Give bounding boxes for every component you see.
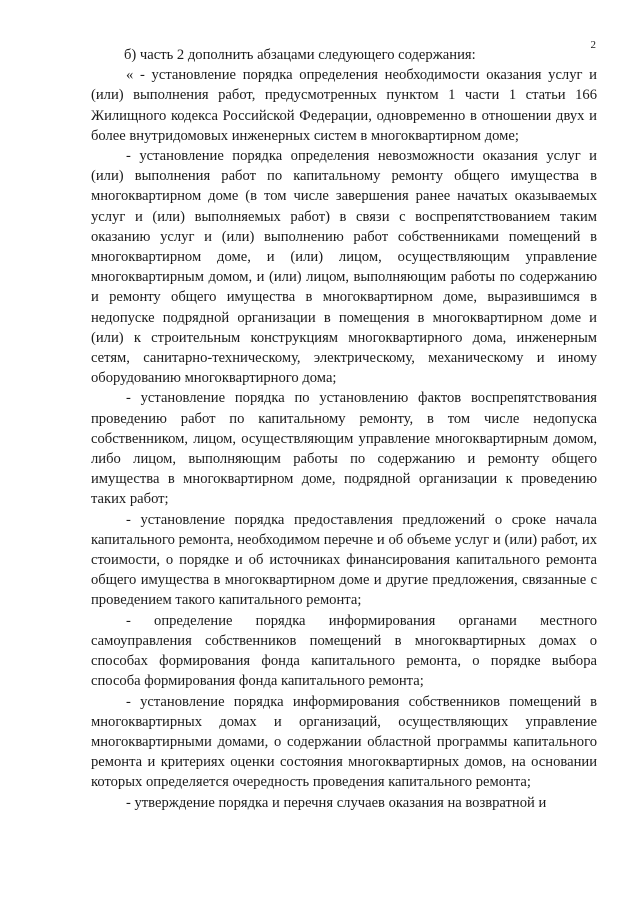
document-body [91, 45, 597, 813]
paragraph-item-fund-formation-info: - определение порядка информирования органами местного самоуправления собственников помещений в многоквартирных домах о способах формирования фонда капитального ремонта, о порядке выбора способа формирования фонда капитального ремонта; [91, 612, 597, 690]
page-number: 2 [590, 39, 596, 51]
paragraph-item-repair-proposals: - установление порядка предоставления предложений о сроке начала капитального ремонта, необходимом перечне и об объеме услуг и (или) работ, их стоимости, о порядке и об источниках финансирования капитального ремонта общего имущества в многоквартирном доме и другие предложения, связанные с проведением такого капитального ремонта; [91, 511, 597, 609]
paragraph-item-program-info: - установление порядка информирования собственников помещений в многоквартирных домах и организаций, осуществляющих управление многоквартирными домами, о содержании областной программы капитального ремонта и критериях оценки состояния многоквартирных домов, на основании которых определяется очередность проведения капитального ремонта; [91, 693, 597, 791]
paragraph-item-obstruction-facts: - установление порядка по установлению фактов воспрепятствования проведению работ по капитальному ремонту, в том числе недопуска собственником, лицом, осуществляющим управление многоквартирным домом, либо лицом, выполняющим работы по содержанию и ремонту общего имущества в многоквартирном доме, подрядной организации к проведению таких работ; [91, 390, 597, 508]
paragraph-item-need-for-services: « - установление порядка определения необходимости оказания услуг и (или) выполнения работ, предусмотренных пунктом 1 части 1 статьи 166 Жилищного кодекса Российской Федерации, одновременно в отношении двух и более внутридомовых инженерных систем в многоквартирном доме; [91, 67, 597, 144]
paragraph-amendment-intro: б) часть 2 дополнить абзацами следующего содержания: [124, 47, 476, 63]
paragraph-item-approval-of-cases: - утверждение порядка и перечня случаев оказания на возвратной и [126, 794, 547, 811]
paragraph-item-impossibility-of-services: - установление порядка определения невозможности оказания услуг и (или) выполнения работ по капитальному ремонту общего имущества в многоквартирном доме (в том числе завершения ранее начатых оказываемых услуг и (или) выполняемых работ) в связи с воспрепятствованием таким оказанию услуг и (или) выполнению работ собственниками помещений в многоквартирном доме, и (или) лицом, осуществляющим управление многоквартирным домом, и (или) лицом, выполняющим работы по содержанию и ремонту общего имущества в многоквартирном доме, выразившимся в недопуске подрядной организации в помещения в многоквартирном доме и (или) к строительным конструкциям многоквартирного дома, инженерным сетям, санитарно-техническому, электрическому, механическому и иному оборудованию многоквартирного дома; [91, 148, 597, 387]
